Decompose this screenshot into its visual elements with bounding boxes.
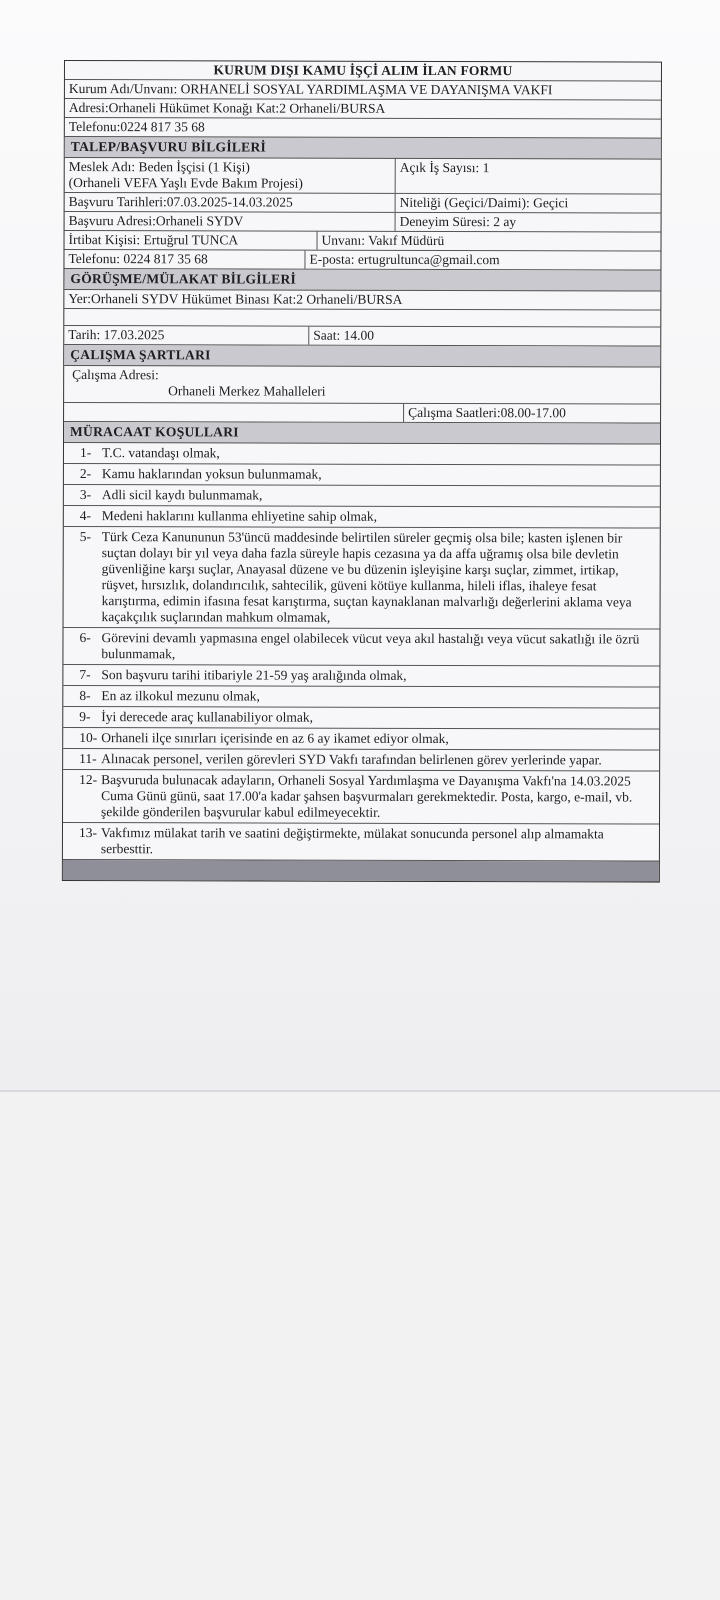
- condition-text: T.C. vatandaşı olmak,: [101, 445, 220, 461]
- condition-item: [64, 443, 660, 466]
- condition-number: 9-: [79, 709, 91, 725]
- condition-number: 6-: [79, 630, 91, 646]
- work-address: [64, 366, 660, 405]
- institution-address: Adresi:Orhaneli Hükümet Konağı Kat:2 Orhaneli/BURSA: [65, 99, 661, 120]
- condition-item: [63, 628, 659, 667]
- photo-edge: [0, 1090, 720, 1092]
- work-section-header: ÇALIŞMA ŞARTLARI: [64, 345, 660, 368]
- condition-text: Orhaneli ilçe sınırları içerisinde en az 6 ay ikamet ediyor olmak,: [101, 730, 449, 747]
- contact-email: E-posta: ertugrultunca@gmail.com: [309, 251, 500, 268]
- condition-text: Alınacak personel, verilen görevleri SYD Vakfı tarafından belirlenen görev yerlerinde yapar.: [101, 751, 602, 768]
- open-positions: Açık İş Sayısı: 1: [399, 159, 490, 176]
- condition-text: Son başvuru tarihi itibariyle 21-59 yaş aralığında olmak,: [101, 667, 407, 683]
- work-hours-row: [64, 403, 660, 424]
- contact-person: İrtibat Kişisi: Ertuğrul TUNCA: [65, 231, 318, 250]
- condition-number: 13-: [78, 825, 97, 841]
- blank-row: [64, 309, 660, 328]
- condition-text: Görevini devamlı yapmasına engel olabilecek vücut veya akıl hastalığı veya vücut sakatlığı ile özrü bulunmamak,: [101, 630, 640, 662]
- condition-text: Başvuruda bulunacak adayların, Orhaneli Sosyal Yardımlaşma ve Dayanışma Vakfı'na 14.03.2025 Cuma Günü günü, saat 17.00'a kadar şahsen başvurmaları gerekmektedir. Posta, kargo, e-mail, vb. şekilde gönderilen başvurular kabul edilmeyecektir.: [101, 772, 633, 820]
- condition-number: 8-: [79, 688, 91, 704]
- condition-item: [63, 686, 659, 709]
- condition-number: 4-: [79, 508, 92, 524]
- institution-name: Kurum Adı/Unvanı: ORHANELİ SOSYAL YARDIMLAŞMA VE DAYANIŞMA VAKFI: [65, 80, 661, 101]
- job-project: (Orhaneli VEFA Yaşlı Evde Bakım Projesi): [68, 175, 303, 191]
- work-address-label: Çalışma Adresi:: [72, 367, 159, 383]
- application-dates: Başvuru Tarihleri:07.03.2025-14.03.2025: [65, 193, 396, 212]
- condition-item: [63, 770, 659, 825]
- condition-number: 10-: [79, 730, 98, 746]
- application-address: Başvuru Adresi:Orhaneli SYDV: [65, 212, 396, 231]
- interview-place: Yer:Orhaneli SYDV Hükümet Binası Kat:2 Orhaneli/BURSA: [64, 290, 660, 311]
- job-nature: Niteliği (Geçici/Daimi): Geçici: [399, 194, 569, 211]
- job-name-cell: [65, 158, 396, 193]
- condition-item: [63, 707, 659, 730]
- form-title: KURUM DIŞI KAMU İŞÇİ ALIM İLAN FORMU: [65, 61, 661, 82]
- contact-title: Unvanı: Vakıf Müdürü: [321, 232, 445, 248]
- interview-date: Tarih: 17.03.2025: [64, 326, 309, 345]
- condition-text: Kamu haklarından yoksun bulunmamak,: [101, 466, 322, 482]
- work-address-value: Orhaneli Merkez Mahalleleri: [168, 383, 326, 399]
- condition-text: En az ilkokul mezunu olmak,: [101, 688, 260, 704]
- condition-text: Türk Ceza Kanununun 53'üncü maddesinde belirtilen süreler geçmiş olsa bile; kasten işlenen bir suçtan dolayı bir yıl veya daha fazla süreyle hapis cezasına ya da affa uğramış olsa bile devletin güvenliğine karşı suçlar, Anayasal düzene ve bu düzenin işleyişine karşı suçlar, zimmet, irtikap, rüşvet, hırsızlık, dolandırıcılık, sahtecilik, güveni kötüye kullanma, hileli iflas, ihaleye fesat karıştırma, edimin ifasına fesat karıştırma, suçtan kaynaklanan malvarlığı değerlerini aklama veya kaçakçılık suçlarından mahkum olmamak,: [101, 529, 632, 625]
- work-hours: Çalışma Saatleri:08.00-17.00: [403, 404, 660, 423]
- condition-item: [64, 527, 660, 630]
- job-announcement-form: [62, 60, 662, 883]
- job-row: [65, 158, 661, 195]
- condition-text: Adli sicil kaydı bulunmamak,: [101, 487, 263, 503]
- condition-text: İyi derecede araç kullanabiliyor olmak,: [101, 709, 314, 725]
- condition-number: 1-: [79, 445, 92, 461]
- condition-item: [63, 823, 659, 862]
- institution-phone: Telefonu:0224 817 35 68: [65, 118, 661, 139]
- condition-number: 5-: [79, 529, 92, 545]
- contact-info-row: [64, 250, 660, 271]
- condition-item: [63, 749, 659, 772]
- conditions-list: [63, 443, 660, 862]
- job-name: Meslek Adı: Beden İşçisi (1 Kişi): [68, 159, 250, 175]
- interview-datetime-row: [64, 326, 660, 347]
- contact-phone: Telefonu: 0224 817 35 68: [64, 250, 305, 269]
- condition-number: 3-: [79, 487, 92, 503]
- conditions-section-header: MÜRACAAT KOŞULLARI: [64, 422, 660, 445]
- address-row: [65, 212, 661, 233]
- interview-time: Saat: 14.00: [313, 327, 375, 343]
- condition-number: 11-: [79, 751, 97, 767]
- footer-bar: [63, 860, 659, 882]
- condition-number: 12-: [79, 772, 98, 788]
- condition-text: Medeni haklarını kullanma ehliyetine sahip olmak,: [101, 508, 378, 524]
- request-section-header: TALEP/BAŞVURU BİLGİLERİ: [65, 137, 661, 160]
- condition-item: [64, 506, 660, 529]
- condition-item: [63, 728, 659, 751]
- condition-number: 2-: [79, 466, 92, 482]
- interview-section-header: GÖRÜŞME/MÜLAKAT BİLGİLERİ: [64, 269, 660, 292]
- experience-duration: Deneyim Süresi: 2 ay: [399, 213, 517, 230]
- contact-row: [65, 231, 661, 252]
- condition-number: 7-: [79, 667, 91, 683]
- condition-item: [64, 485, 660, 508]
- condition-text: Vakfımız mülakat tarih ve saatini değiştirmekte, mülakat sonucunda personel alıp almamakta serbesttir.: [100, 825, 604, 857]
- condition-item: [63, 665, 659, 688]
- condition-item: [64, 464, 660, 487]
- dates-row: [65, 193, 661, 214]
